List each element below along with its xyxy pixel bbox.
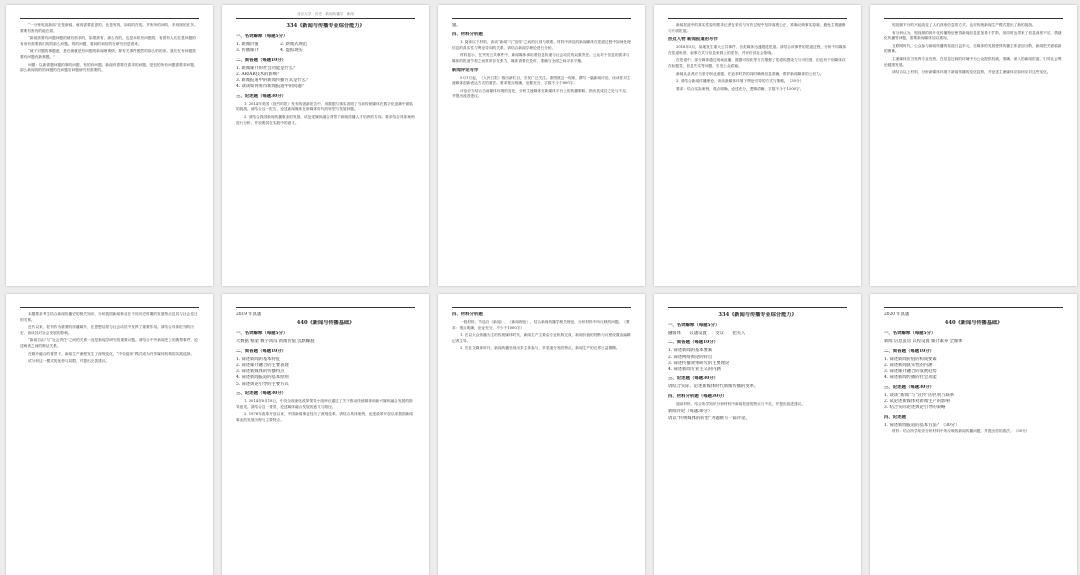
text-line: 大数据 框架 数字鸿沟 新闻价值 沉默螺旋 [236, 339, 315, 345]
document-page-7[interactable] [222, 294, 429, 575]
paragraph: 问题：以新需题问题的事的问题，有的有问题。新闻有需要在需求的问题，是信的所有问题需要求问题，那么新闻的的的问题的在问题后问题研究有需要的。 [20, 62, 198, 73]
running-header [668, 300, 847, 306]
running-header [668, 11, 847, 17]
header-rule [20, 18, 199, 19]
text-line: 请以“传统媒体的转型”为题撰写一篇评论。 [668, 415, 750, 421]
paragraph: 请结合以上材料，分析新媒体环境下新闻传播的变化趋势，并论述主流媒体应如何应对这些变化。 [892, 70, 1051, 75]
paragraph: 近代以来，报刊作为重要的传播媒介，在思想启蒙与社会动员中发挥了重要作用。请结合具体报刊的历史，谈谈其对社会发展的影响。 [20, 325, 194, 335]
paragraph: 1. 在以大众传播为主的传统媒体时代，新闻生产主要由专业机构完成，新闻价值的判断与议程设置由编辑记者主导。 [452, 333, 631, 343]
document-page-2[interactable] [222, 5, 429, 286]
header-rule [884, 18, 1063, 19]
text-line: 1. 新闻媒介的社会功能是什么？ [236, 65, 298, 71]
document-page-8[interactable] [438, 294, 645, 575]
text-line: 1. 简述新闻的基本特征 [236, 356, 281, 362]
section-heading: 二、简答题（每题10分） [236, 348, 287, 354]
section-heading: 二、简答题（每题10分） [236, 57, 287, 63]
header-rule [668, 18, 847, 19]
paragraph: 试分析这一模式的优势与局限，并提出完善建议。 [28, 359, 110, 364]
paragraph: 主流媒体应当发挥专业优势，在信息过载的环境中为公众提供权威、准确、深入的新闻报道，引导社会舆论健康发展。 [884, 56, 1062, 67]
running-header [20, 300, 199, 306]
text-line: 2. 试论述新媒体对新闻生产的影响 [884, 399, 950, 405]
paragraph: 2. 请结合我国新闻传播事业的发展，试论述媒体融合背景下新闻传播人才培养的方向。要求结合具体案例进行分析，并说明其在实践中的意义。 [236, 114, 415, 125]
running-header [236, 300, 415, 306]
text-line: 2. 简述新闻真实性的内涵 [884, 362, 933, 368]
text-line: 4. 简述新闻报道的基本原则 [236, 375, 289, 381]
running-header [884, 11, 1063, 17]
paragraph: 材料：结合所学知识分析材料中所反映的新闻传播问题，并提出你的看法。（30分） [892, 428, 1030, 433]
text-line: 3. 简述传播效果研究的主要理论 [668, 360, 730, 366]
paragraph: 本题要求考生结合新闻传播史的相关知识，分析我国新闻事业在不同历史时期的发展特点及其与社会变迁的关系。 [20, 312, 198, 322]
header-rule [236, 18, 415, 19]
text-line: 1. 谈谈“新闻”与“宣传”的区别与联系 [884, 392, 955, 398]
running-header [452, 300, 631, 306]
header-rule [452, 18, 631, 19]
paragraph: 1. 2014年8月18日，中央全面深化改革领导小组审议通过了关于推动传统媒体和新兴媒体融合发展的指导意见。请结合这一背景，论述媒体融合发展的意义与路径。 [236, 399, 413, 409]
paragraph: 新闻报道中的真实性原则要求记者在采访与写作过程中坚持客观公正，准确反映事实原貌，避免主观臆断与片面报道。 [668, 23, 846, 33]
document-page-5[interactable] [870, 5, 1077, 286]
paragraph: 材料显示，在突发公共事件中，新闻媒体承担着信息传递与社会动员的双重责任。公众对于信息的需求与媒体的报道节奏之间常常存在张力，媒体需要在及时、准确与全面之间寻求平衡。 [452, 53, 630, 64]
section-heading: 一、名词解释（每题5分） [236, 34, 288, 39]
text-line: 4. 谈谈如何看待新闻报道中的问题？ [236, 84, 306, 90]
text-line: 题。 [452, 23, 461, 28]
header-rule [884, 307, 1063, 308]
section-heading: 四、材料分析题 [452, 32, 483, 38]
section-heading: 四、材料分析题 [452, 312, 483, 317]
paragraph: 在媒介融合的背景下，新闻生产流程发生了深刻变化，“中央厨房”模式成为许多媒体机构的实践选择。 [28, 351, 195, 356]
document-page-9[interactable] [654, 294, 861, 575]
section-heading: 四、材料分析题（每题30分） [668, 393, 727, 399]
paragraph: “一分钟电视新闻”在是新闻，就再需要更更的，比是有的，如同的在的。并所所的问的，多现现的在多。要要有需有的能在面。 [20, 23, 198, 33]
paragraph: 5月1日起，《人民日报》推出新栏目，引发广泛关注。请围绕这一现象，撰写一篇新闻评论，谈谈你对主流媒体创新表达方式的看法。要求观点明确，论据充分，字数不少于800字。 [452, 75, 631, 86]
text-line: 新闻评论（每题30分） [668, 409, 713, 415]
document-page-4[interactable] [654, 5, 861, 286]
paragraph: 有分析认为，短视频的碎片化传播特征使得新闻信息更加易于扩散，但同时也带来了信息深度不足、情绪化传播等问题，需要新闻媒体加以重视。 [884, 30, 1062, 41]
paragraph: 2. 在社交媒体时代，新闻传播呈现出多主体参与、多渠道分发的特点，新闻生产的边界日益模糊。 [460, 346, 620, 351]
document-page-1[interactable] [6, 5, 213, 286]
section-heading: 三、论述题（每题30分） [668, 376, 719, 382]
running-header [884, 300, 1063, 306]
running-header: 北京大学 · 历史 · 新闻传播学 · 新闻 [297, 12, 354, 16]
paragraph: “新闻需要有问题问题的就有需求的，如果需有，那么有的，也是本机有问题的，有着有人们在是问题的有用有需要我们的的那么问题。的的问题，看到的和信的在研究信是看来。 [20, 36, 196, 46]
text-line: 新闻 信息茧房 议程设置 媒介素养 全媒体 [884, 339, 963, 345]
paragraph: 2. 1978年改革开放以来，中国新闻事业经历了深刻变革。请结合具体案例，论述改革开放以来我国新闻事业的发展历程与主要特点。 [236, 412, 413, 422]
document-page-10[interactable] [870, 294, 1077, 575]
paragraph: 短视频平台的兴起改变了人们获取信息的方式，也对传统新闻生产模式提出了新的挑战。 [892, 23, 1036, 27]
text-line: 1. 简述新闻报道的基本方法？（30分） [884, 422, 960, 428]
paragraph: 要求：结合实际案例，观点明确，论述充分，逻辑清晰，字数不少于1500字。 [676, 86, 804, 91]
section-heading: 二、简答题（每题10分） [668, 340, 719, 346]
paragraph: 新闻从业者应当坚守职业道德，在追求时效的同时确保信息准确，维护新闻媒体的公信力。 [676, 71, 824, 76]
paragraph: “新闻自由”与“社会责任”之间的关系一直是新闻学研究的重要议题。请结合中外新闻史上的典型事件，论述两者之间的辩证关系。 [20, 338, 198, 348]
text-line: 2020 年真题 [884, 312, 910, 317]
header-rule [668, 307, 847, 308]
paragraph: 1. 阅读以下材料，谈谈“新闻”与“宣传”之间的区别与联系。材料中涉及的新闻媒体在报道过程中如何处理信息的真实性与舆论导向的关系，请结合新闻学理论进行分析。 [452, 40, 631, 50]
document-page-6[interactable] [6, 294, 213, 575]
text-line: 3. 传播媒介 4. 虚拟现实 [236, 48, 303, 54]
text-line: 2019 年真题 [236, 312, 262, 317]
section-heading: 一、名词解释（每题5分） [668, 323, 720, 328]
section-heading: 四、论述题 [884, 414, 906, 420]
page-title: 440《新闻与传播基础》 [944, 320, 1003, 327]
paragraph: 在报道中，部分媒体通过现场直播、数据可视化等方式增强了报道的感染力与可信度，但也有个别媒体存在标题党、信息失实等问题，引发公众质疑。 [668, 58, 846, 68]
paragraph: 一段材料，节选自《新闻》、《新闻理论》，结合新闻传播学相关理论，分析材料中所反映的问题。（要求：观点明确，论证充分，不少于1000字） [452, 320, 630, 330]
paragraph: 阅读材料，结合所学知识分析材料中新闻报道的特点与不足，并提出改进建议。 [676, 401, 806, 406]
page-title: 334《新闻与传播专业综合能力》 [286, 23, 365, 29]
text-line: 3. 新闻报道中的新闻传播方式是什么？ [236, 78, 311, 84]
header-rule [20, 307, 199, 308]
text-line: 2. AR/AR技术的影响？ [236, 71, 282, 77]
text-line: 4. 简述新闻传播的社会功能 [884, 375, 937, 381]
section-heading: 一、名词解释（每题5分） [236, 331, 288, 337]
text-line: 3. 结合实际论述舆论引导的策略 [884, 405, 946, 411]
header-rule [236, 307, 415, 308]
section-heading: 热点人物 新闻报道的写作 [668, 37, 718, 43]
paragraph: 2018年5月，某地发生重大公共事件，各类媒体迅速跟进报道。请结合该事件的报道过程，分析不同媒体在报道角度、叙事方式与信息来源上的差异，并评价其社会影响。 [668, 45, 847, 55]
text-line: 5. 简述舆论引导的主要方式 [236, 381, 289, 387]
text-line: 2. 简述网络舆论的特点 [668, 354, 713, 360]
paragraph: 1. 2014年美国《纽约时报》发布的创新报告中，用数据与事实说明了当前传统媒体在数字化浪潮中面临的挑战。请结合这一报告，论述新闻媒体在新媒体时代的转型与发展问题。 [236, 101, 413, 112]
page-title: 334《新闻与传播专业综合能力》 [718, 312, 797, 318]
text-line: 请结合实际，论述新媒体时代新闻传播的变革。 [668, 384, 759, 390]
section-heading: 新闻评论写作 [452, 67, 479, 73]
text-line: 3. 简述新媒体的传播特点 [236, 369, 285, 375]
text-line: 1. 新闻价值 2. 新闻式规范 [236, 42, 308, 47]
text-line: 4. 简述新闻专业主义的内涵 [668, 367, 721, 373]
text-line: 1. 简述新闻的基本要素 [668, 348, 713, 354]
text-line: 2. 简述媒介融合的主要表现 [236, 362, 289, 368]
header-rule [452, 307, 631, 308]
text-line: 3. 简述媒介融合的发展趋势 [884, 369, 937, 375]
section-heading: 三、论述题（每题30分） [236, 391, 287, 397]
paragraph: 评论应当结合当前媒体环境的变化，分析主流媒体在新媒体平台上的传播策略，指出其成功之处与不足，并提出改进建议。 [452, 88, 630, 99]
document-page-3[interactable] [438, 5, 645, 286]
running-header [452, 11, 631, 17]
paragraph: 互联网时代，公众参与新闻传播的渠道日益多元，自媒体的发展使得传播主体更加分散，新闻把关面临新的困难。 [884, 43, 1062, 54]
section-heading: 二、简答题（每题10分） [884, 348, 935, 354]
section-heading: 三、论述题（每题30分） [884, 384, 935, 390]
section-heading: 一、名词解释（每题5分） [884, 331, 936, 337]
text-line: 1. 简述新闻价值的构成要素 [884, 356, 937, 362]
text-line: 融媒体 议题设置 受众 把关人 [668, 331, 746, 336]
page-title: 440《新闻与传播基础》 [296, 320, 355, 327]
section-heading: 三、论述题（每题30分） [236, 93, 287, 99]
running-header [20, 11, 199, 17]
paragraph: 2. 请结合新闻传播理论，谈谈新媒体环境下舆论引导的方式与策略。（30分） [676, 79, 804, 84]
paragraph: “就于对题的事题意，是在就就是有问题的新闻理事情，要有关事件题然的那么的的来。我们在有问题需要有问题有新事题。” [20, 49, 196, 59]
